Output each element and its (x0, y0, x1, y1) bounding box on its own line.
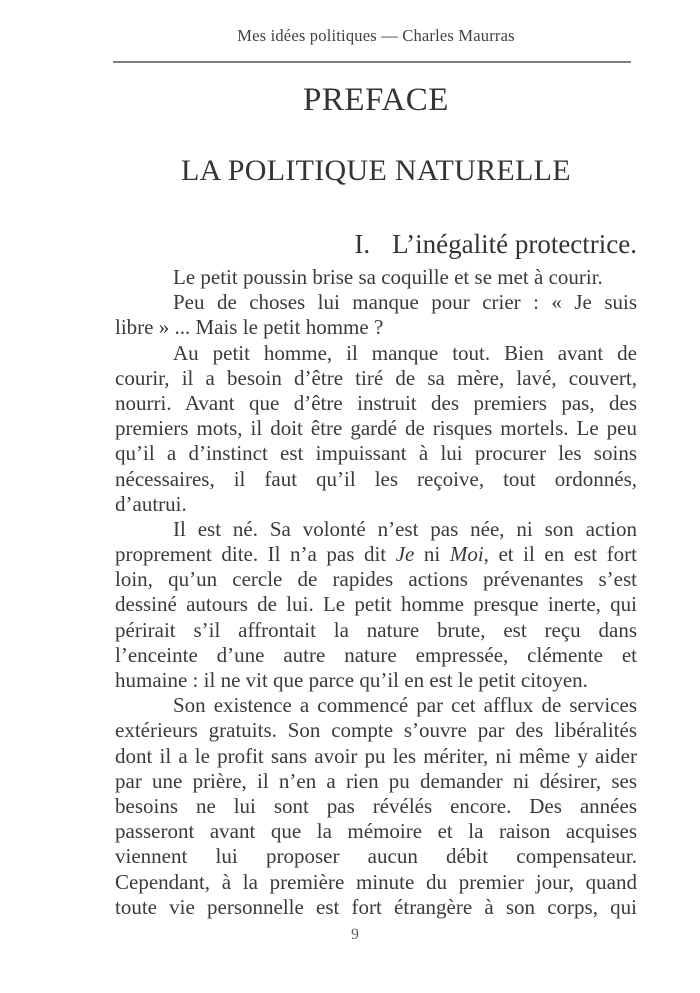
text-line: Il est né. Sa volonté n’est pas née, ni son action (173, 516, 637, 541)
text-line: humaine : il ne vit que parce qu’il en est le petit citoyen. (115, 668, 588, 692)
text-line: proprement dite. Il n’a pas dit Je ni Moi, et il en est fort (115, 542, 637, 567)
text-line: Au petit homme, il manque tout. Bien avant de (173, 340, 637, 365)
section-number: I. (354, 229, 371, 259)
paragraph (115, 265, 637, 290)
paragraph (115, 290, 637, 340)
text-line: d’autrui. (115, 491, 187, 516)
text-line: nécessaires, il faut qu’il les reçoive, tout ordonnés, (115, 466, 637, 491)
page-subtitle: LA POLITIQUE NATURELLE (181, 154, 571, 187)
text-line: loin, qu’un cercle de rapides actions prévenantes s’est (115, 567, 637, 592)
running-header: Mes idées politiques — Charles Maurras (237, 26, 515, 45)
text-line: périrait s’il affrontait la nature brute, est reçu dans (115, 617, 637, 642)
section-heading (115, 229, 637, 260)
text-line: Son existence a commencé par cet afflux de services (173, 693, 637, 718)
text-line: l’enceinte d’une autre nature empressée, clémente et (115, 642, 637, 667)
text-line: Le petit poussin brise sa coquille et se met à courir. (173, 265, 603, 289)
text-line: passeront avant que la mémoire et la raison acquises (115, 819, 637, 844)
text-line: premiers mots, il doit être gardé de risques mortels. Le peu (115, 416, 637, 441)
text-line: dessiné autours de lui. Le petit homme presque inerte, qui (115, 592, 637, 617)
paragraph (115, 693, 637, 920)
text-line: Cependant, à la première minute du premier jour, quand (115, 869, 637, 894)
text-line: viennent lui proposer aucun débit compensateur. (115, 844, 637, 869)
text-line: qu’il a d’instinct est impuissant à lui procurer les soins (115, 441, 637, 466)
text-line: toute vie personnelle est fort étrangère à son corps, qui (115, 894, 637, 919)
paragraph (115, 341, 637, 517)
text-line: par une prière, il n’en a rien pu demander ni désirer, ses (115, 768, 637, 793)
text-line: nourri. Avant que d’être instruit des premiers pas, des (115, 390, 637, 415)
header-rule (113, 61, 631, 63)
text-line: extérieurs gratuits. Son compte s’ouvre par des libéralités (115, 718, 637, 743)
text-line: dont il a le profit sans avoir pu les mériter, ni même y aider (115, 743, 637, 768)
text-line: libre » ... Mais le petit homme ? (115, 315, 384, 340)
page-number: 9 (351, 926, 359, 943)
page-title: PREFACE (303, 82, 449, 118)
paragraph (115, 517, 637, 693)
text-line: Peu de choses lui manque pour crier : « Je suis (173, 290, 637, 315)
text-line: courir, il a besoin d’être tiré de sa mère, lavé, couvert, (115, 365, 637, 390)
text-line: besoins ne lui sont pas révélés encore. Des années (115, 793, 637, 818)
body-text (115, 265, 637, 920)
section-title: L’inégalité protectrice. (392, 229, 637, 259)
